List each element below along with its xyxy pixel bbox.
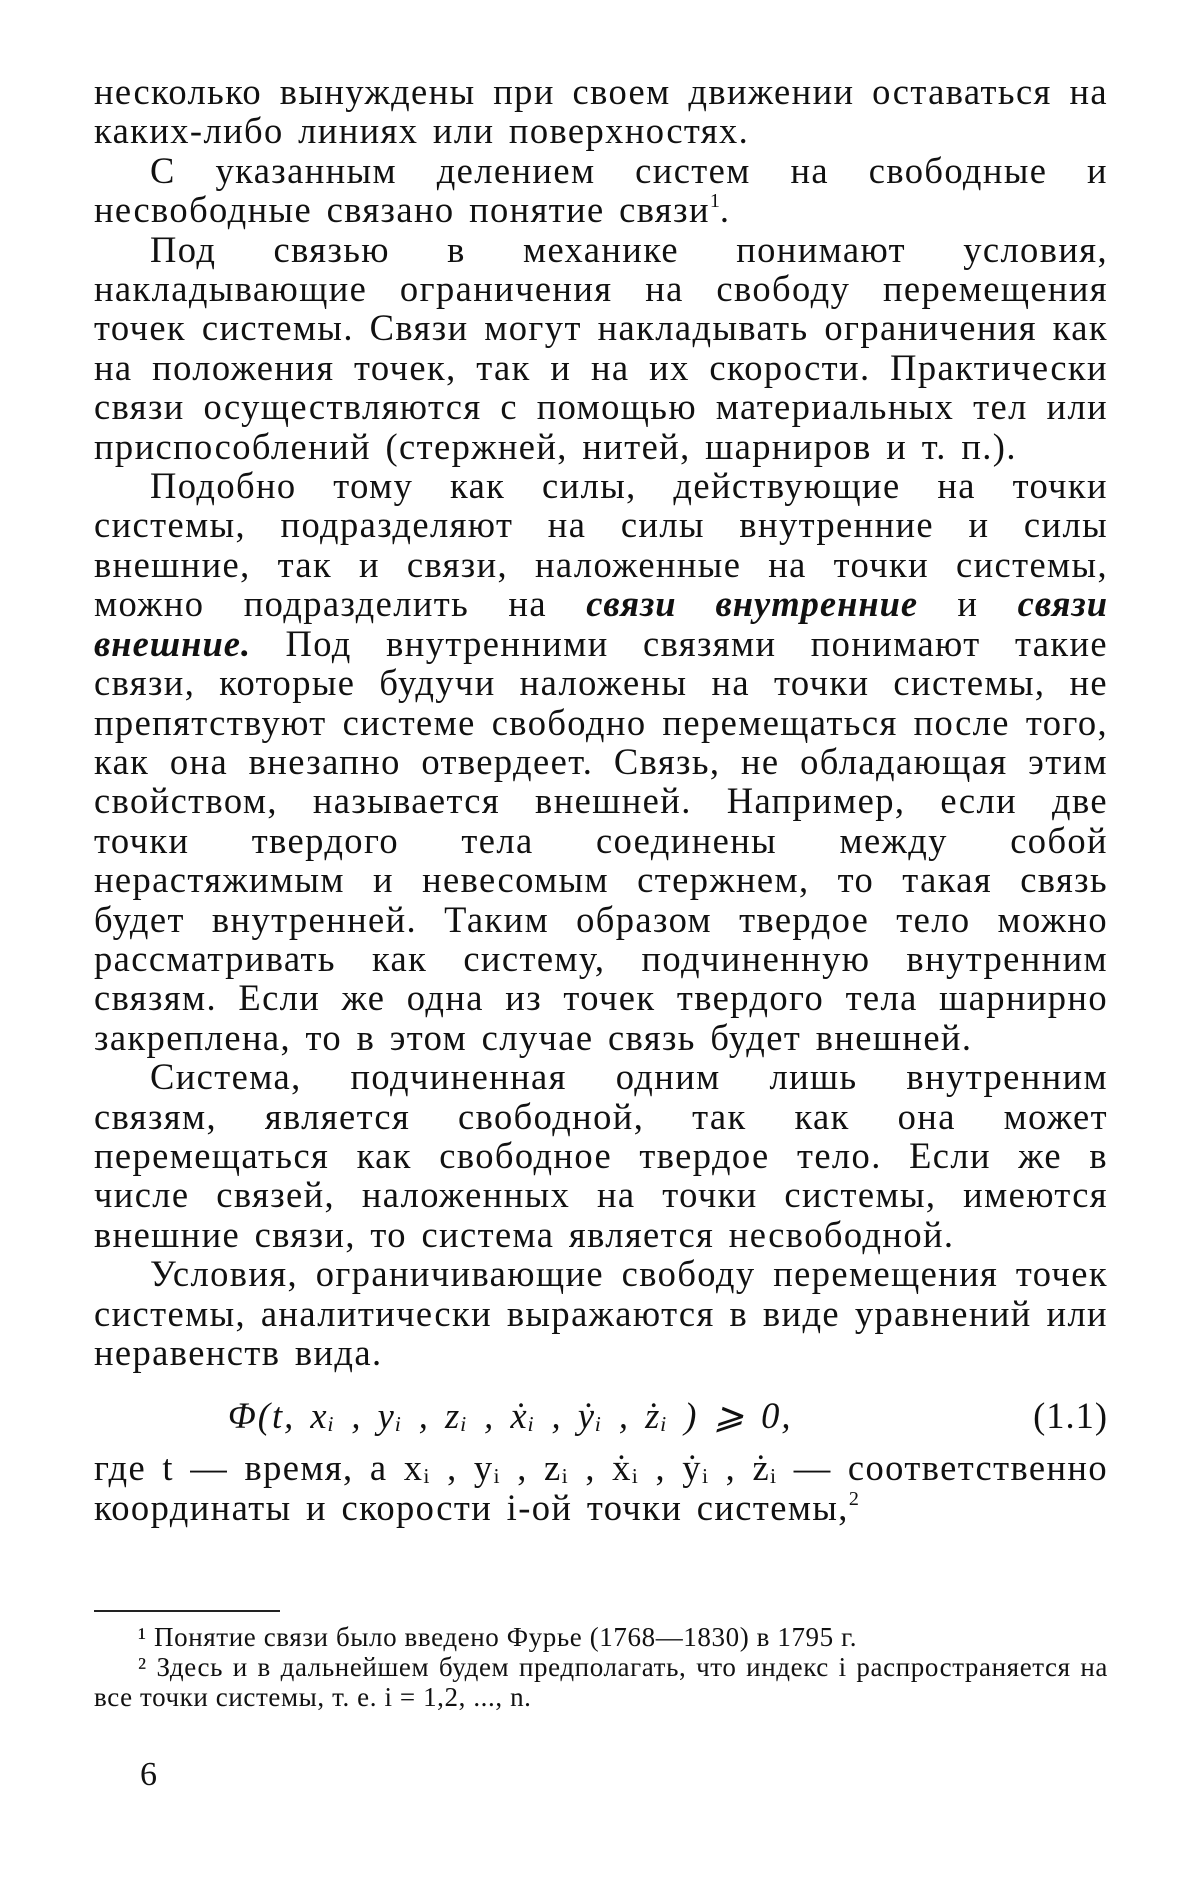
footnote-2: ² Здесь и в дальнейшем будем предполагать, что индекс i распространяется на все точки системы, т. е. i = 1,2, ..., n. xyxy=(94,1652,1108,1712)
footnote-ref-1: 1 xyxy=(709,190,720,213)
paragraph-continued: несколько вынуждены при своем движении оставаться на каких-либо линиях или поверхностях. xyxy=(94,71,1108,152)
page-number: 6 xyxy=(140,1756,157,1793)
formula-block xyxy=(94,1386,1108,1448)
term-internal-constraints: связи внутренние xyxy=(586,583,919,625)
formula-number: (1.1) xyxy=(1033,1395,1108,1437)
paragraph-after-formula xyxy=(94,1448,1108,1527)
conjunction: и xyxy=(957,583,979,625)
footnote-ref-2: 2 xyxy=(848,1487,859,1510)
paragraph-free-system: Система, подчиненная одним лишь внутренним связям, является свободной, так как она может перемещаться как свободное твердое тело. Если же в числе связей, наложенных на точки системы, имеются внешние связи, то система является несвободной. xyxy=(94,1056,1108,1255)
paragraph-internal-external xyxy=(94,466,1108,1057)
paragraph-text: С указанным делением систем на свободные и несвободные связано понятие связи xyxy=(94,149,1108,231)
footnote-divider xyxy=(94,1610,280,1612)
page-body xyxy=(94,72,1108,1527)
paragraph-conditions: Условия, ограничивающие свободу перемещения точек системы, аналитически выражаются в виде уравнений или неравенств вида. xyxy=(94,1253,1108,1373)
paragraph-text-rest: Под внутренними связями понимают такие связи, которые будучи наложены на точки системы, не препятствуют системе свободно перемещаться после того, как она внезапно отвердеет. Связь, не обладающая этим свойством, называется внешней. Например, если две точки твердого тела соединены между собой нерастяжимым и невесомым стержнем, то такая связь будет внутренней. Таким образом твердое тело можно рассматривать как систему, подчиненную внутренним связям. Если же одна из точек твердого тела шарнирно закреплена, то в этом случае связь будет внешней. xyxy=(94,622,1109,1058)
footnotes xyxy=(94,1622,1108,1712)
paragraph-text: где t — время, а xᵢ , yᵢ , zᵢ , ẋᵢ , ẏᵢ , żᵢ — соответственно координаты и скорости i-ой точки системы, xyxy=(94,1447,1108,1528)
paragraph-constraints-intro: С указанным делением систем на свободные и несвободные связано понятие связи$^1$. xyxy=(94,149,1108,231)
paragraph-constraint-definition: Под связью в механике понимают условия, накладывающие ограничения на свободу перемещения точек системы. Связи могут накладывать ограничения как на положения точек, так и на их скорости. Практически связи осуществляются с помощью материальных тел или приспособлений (стержней, нитей, шарниров и т. п.). xyxy=(94,228,1108,467)
formula-expression: Φ(t, xᵢ , yᵢ , zᵢ , ẋᵢ , ẏᵢ , żᵢ ) ⩾ 0, xyxy=(228,1395,793,1437)
paragraph-text: Подобно тому как силы, действующие на точки системы, подразделяют на силы внутренние и силы внешние, так и связи, наложенные на точки системы, можно подразделить на xyxy=(94,465,1108,625)
term-external-constraints: связи внешние. xyxy=(94,583,1108,664)
footnote-1: ¹ Понятие связи было введено Фурье (1768—1830) в 1795 г. xyxy=(138,1622,858,1652)
